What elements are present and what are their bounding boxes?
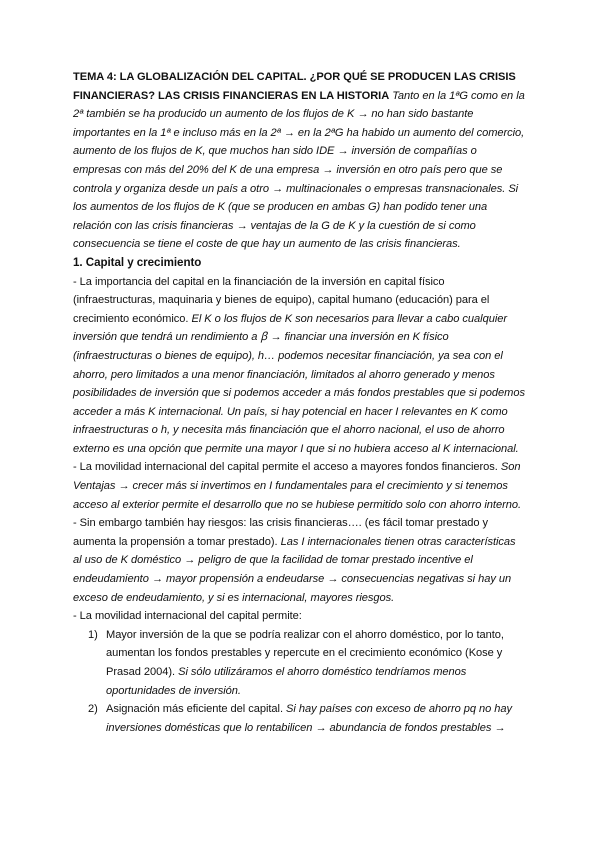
list-item-note: Si hay países con exceso de ahorro pq no hay inversiones domésticas que lo rentabilicen → abundancia de fondos prestables → [106,703,513,734]
paragraph-note: Son Ventajas → crecer más si invertimos en I fundamentales para el crecimiento y si tenemos acceso al exterior permite el desarrollo que no se hubiese permitido solo con ahorro interno. [73,461,521,511]
paragraph-text: - La importancia del capital en la financiación de la inversión en capital físico (infraestructuras, maquinaria y bienes de equipo), capital humano (educación) para el crecimiento económico. [73,275,490,325]
document-page [73,68,527,737]
paragraph-capital-mobility [73,458,527,514]
section-heading: 1. Capital y crecimiento [73,255,202,269]
list-item-text: Asignación más eficiente del capital. [106,703,283,716]
paragraph-capital-importance [73,273,527,459]
intro-text: Tanto en la 1ªG como en la 2ª también se ha producido un aumento de los flujos de K → no han sido bastante importantes en la 1ª e incluso más en la 2ª → en la 2ªG ha habido un aumento del comercio, aumento de los flujos de K, que muchos han sido IDE → inversión de compañías o empresas con más del 20% del K de una empresa → inversión en otro país pero que se controla y organiza desde un país a otro → multinacionales o empresas transnacionales. Si los aumentos de los flujos de K (que se producen en ambas G) han podido tener una relación con las crisis financieras → ventajas de la G de K y la cuestión de si como consecuencia se tiene el coste de que hay un aumento de las crisis financieras. [73,89,525,251]
paragraph-note: Las I internacionales tienen otras características al uso de K doméstico → peligro de que la facilidad de tomar prestado incentive el endeudamiento → mayor propensión a endeudarse → consecuencias negativas si hay un exceso de endeudamiento, y si es internacional, mayores riesgos. [73,535,516,604]
paragraph-risks [73,514,527,607]
list-item-number: 1) [88,628,98,641]
paragraph-text: - Sin embargo también hay riesgos: las crisis financieras…. (es fácil tomar prestado y aumenta la propensión a tomar prestado). [73,517,488,548]
intro-paragraph [73,68,527,254]
list-item-number: 2) [88,703,98,716]
paragraph-note: El K o los flujos de K son necesarios para llevar a cabo cualquier inversión que tendrá un rendimiento a ꞵ → financiar una inversión en K físico (infraestructuras o bienes de equipo), h… podemos necesitar financiación, ya sea con el ahorro, pero limitados a una menor financiación, limitados al ahorro generado y menos posibilidades de inversión que si podemos acceder a más fondos prestables que si podemos acceder a más K internacional. Un país, si hay potencial en hacer I relevantes en K como infraestructuras o h, y necesita más financiación que el ahorro nacional, el uso de ahorro externo es una opción que permite una mayor I que si no hubiera acceso al K internacional. [73,312,525,455]
paragraph-mobility-allows: - La movilidad internacional del capital permite: [73,610,302,623]
list-item [73,700,527,737]
list-item [73,626,527,700]
numbered-list [73,626,527,738]
list-item-note: Si sólo utilizáramos el ahorro doméstico tendríamos menos oportunidades de inversión. [106,666,467,697]
list-item-text: Mayor inversión de la que se podría realizar con el ahorro doméstico, por lo tanto, aumentan los fondos prestables y repercute en el crecimiento económico (Kose y Prasad 2004). [106,628,504,678]
document-title: TEMA 4: LA GLOBALIZACIÓN DEL CAPITAL. ¿POR QUÉ SE PRODUCEN LAS CRISIS FINANCIERAS? LAS CRISIS FINANCIERAS EN LA HISTORIA [73,71,516,102]
paragraph-text: - La movilidad internacional del capital permite el acceso a mayores fondos financieros. [73,461,498,474]
